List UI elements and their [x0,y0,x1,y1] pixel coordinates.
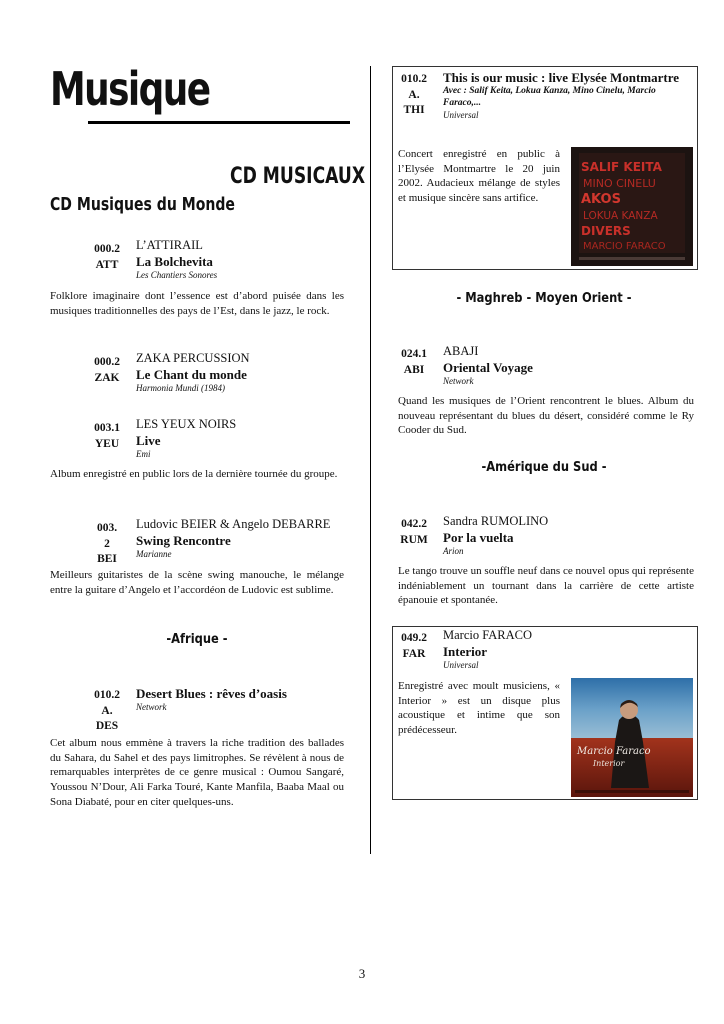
entry-description: Album enregistré en public lors de la dernière tournée du groupe. [50,468,338,480]
catalog-entry-faraco [392,626,698,800]
svg-text:AKOS: AKOS [581,192,621,207]
record-label: Marianne [136,548,172,559]
album-cover-image [571,678,693,797]
album-title: Swing Rencontre [136,532,231,548]
section-heading: CD MUSICAUX [230,164,366,189]
album-title: Interior [443,643,488,659]
album-cover-art [571,147,693,266]
call-number: 003. 2 BEI [96,522,118,566]
catalog-entry-yeux-noirs [50,417,344,499]
catalog-entry-zaka [50,351,344,401]
catalog-entry-this-is-our-music [392,66,698,270]
catalog-entry-desert-blues [50,686,344,836]
artist-name: Ludovic BEIER & Angelo DEBARRE [136,517,331,531]
artist-name: Sandra RUMOLINO [443,514,549,528]
call-number: 010.2 A. DES [94,689,120,733]
album-title: This is our music : live Elysée Montmartre [443,70,680,85]
svg-text:MINO CINELU: MINO CINELU [583,177,656,190]
artist-name: ABAJI [443,344,479,358]
svg-text:SALIF KEITA: SALIF KEITA [581,160,662,174]
entry-description: Cet album nous emmène à travers la riche tradition des ballades du Sahara, du Sahel et des pays limitrophes. Se révèlent à nous de remarquables interprètes de ce genre musical : Oumou Sangaré, Youssou N’Dour, Ali Farka Touré, Kante Manfila, Baaba Maal ou Sona Diabaté, pour en citer quelques-uns. [50,737,344,808]
entry-description: Folklore imaginaire dont l’essence est d’abord puisée dans les musiques traditionnelles des pays de l’Est, dans le jazz, le rock. [50,290,344,317]
record-label: Arion [443,545,464,556]
svg-text:DIVERS: DIVERS [581,224,631,238]
svg-text:Marcio Faraco: Marcio Faraco [577,746,651,757]
record-label: Network [443,375,474,386]
entry-description: Quand les musiques de l’Orient rencontrent le blues. Album du nouveau représentant du blues du désert, considéré comme le Ry Cooder du Sud. [398,395,694,437]
svg-text:MARCIO FARACO: MARCIO FARACO [583,241,666,252]
call-number: 000.2 ZAK [94,356,120,384]
call-number: 042.2 RUM [400,518,428,546]
svg-text:Interior: Interior [593,759,625,768]
catalog-entry-rumolino [398,514,694,610]
call-number: 010.2 A. THI [401,73,427,117]
region-heading-maghreb: - Maghreb - Moyen Orient - [456,290,632,306]
artist-name: LES YEUX NOIRS [136,417,237,431]
call-number: 024.1 ABI [401,348,427,376]
record-label: Harmonia Mundi (1984) [136,382,225,393]
region-heading-afrique: -Afrique - [166,631,228,647]
entry-description: Enregistré avec moult musiciens, « Interior » est un disque plus acoustique et intime que son prédécesseur. [398,680,560,736]
featured-artists: Avec : Salif Keita, Lokua Kanza, Mino Cinelu, Marcio Faraco,... [443,86,656,109]
record-label: Universal [443,659,479,670]
catalog-entry-attirail [50,238,344,330]
artist-name: ZAKA PERCUSSION [136,351,250,365]
album-cover-image [571,147,693,266]
entry-description: Le tango trouve un souffle neuf dans ce nouvel opus qui représente indéniablement un tournant dans la carrière de cette artiste épanouie et spontanée. [398,565,694,607]
column-divider [370,66,371,854]
album-title: Le Chant du monde [136,366,247,382]
artist-name: Marcio FARACO [443,628,533,642]
call-number: 000.2 ATT [94,243,120,271]
album-title: Por la vuelta [443,529,514,545]
entry-description: Concert enregistré en public à l’Elysée Montmartre le 20 juin 2002. Audacieux mélange de styles et musique sincère sans artifice. [398,148,560,204]
album-title: Desert Blues : rêves d’oasis [136,686,287,701]
artist-name: L’ATTIRAIL [136,238,203,252]
album-title: La Bolchevita [136,253,213,269]
album-cover-art [571,678,693,797]
title-underline [88,121,350,124]
svg-text:LOKUA KANZA: LOKUA KANZA [583,210,658,222]
region-heading-amerique: -Amérique du Sud - [481,459,607,475]
album-title: Oriental Voyage [443,359,533,375]
album-title: Live [136,432,161,448]
call-number: 049.2 FAR [401,632,427,660]
record-label: Universal [443,110,479,120]
catalog-entry-abaji [398,344,694,440]
page-number: 3 [358,966,366,981]
page-title: Musique [50,62,210,116]
record-label: Les Chantiers Sonores [136,269,218,280]
catalog-entry-beier-debarre [50,517,344,613]
call-number: 003.1 YEU [94,422,120,450]
record-label: Emi [136,448,151,459]
entry-description: Meilleurs guitaristes de la scène swing manouche, le mélange entre la guitare d’Angelo et l’accordéon de Ludovic est sublime. [50,569,344,596]
record-label: Network [136,702,167,713]
subsection-heading: CD Musiques du Monde [50,194,235,215]
